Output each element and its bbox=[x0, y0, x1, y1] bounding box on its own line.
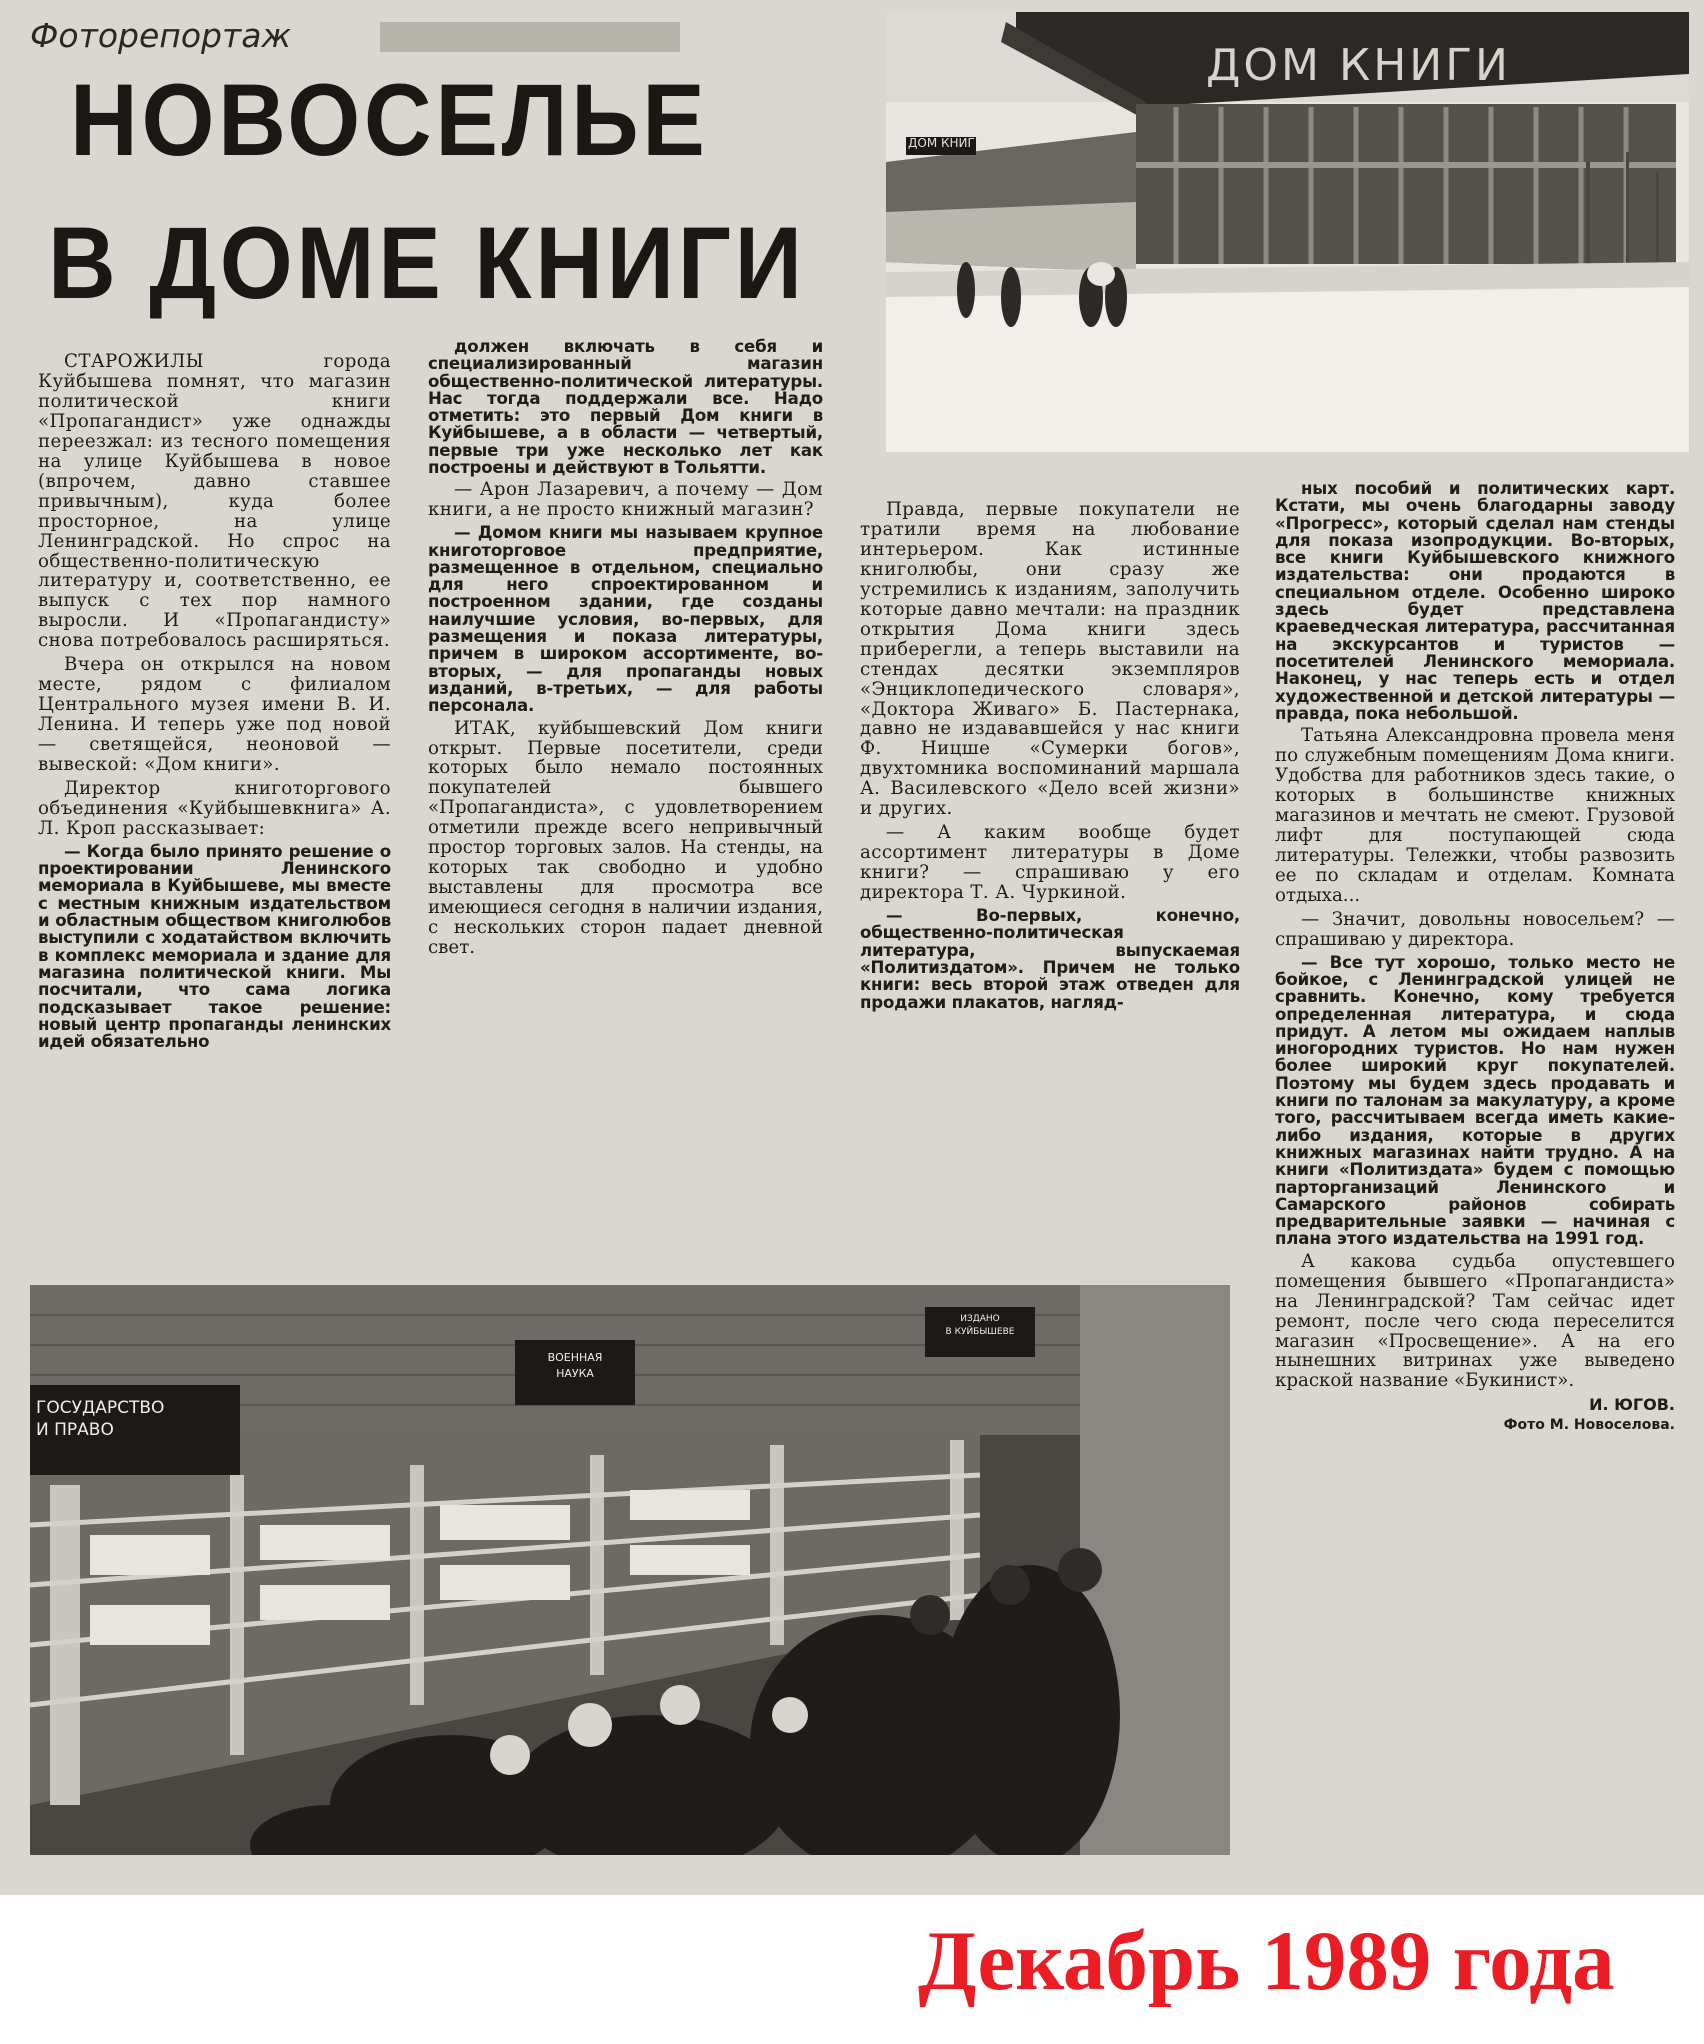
article-column-3 bbox=[860, 500, 1240, 1015]
paragraph: — Все тут хорошо, только место не бойкое, с Ленинградской улицей не сравнить. Конечно, кому требуется определенная литература, и сюда придут. А летом мы ожидаем наплыв иногородних туристов. Но нам нужен более широкий круг покупателей. Поэтому мы будем здесь продавать и книги по талонам за макулатуру, а кроме того, рассчитываем всегда иметь какие-либо издания, которые в других книжных магазинах найти трудно. А на книги «Политиздата» будем с помощью парторганизаций Ленинского и Самарского районов собирать предварительные заявки — начиная с плана этого издательства на 1991 год. bbox=[1275, 952, 1675, 1249]
building-photo bbox=[886, 12, 1689, 452]
date-caption: Декабрь 1989 года bbox=[918, 1914, 1615, 2008]
paragraph: — Значит, довольны новосельем? — спрашиваю у директора. bbox=[1275, 908, 1675, 950]
photo-credit: Фото М. Новоселова. bbox=[1503, 1417, 1675, 1434]
sign-line: ГОСУДАРСТВО bbox=[36, 1398, 165, 1418]
paragraph: — Домом книги мы называем крупное книготорговое предприятие, размещенное в отдельном, специально для него спроектированном и построенном здании, где созданы наилучшие условия, во-первых, для размещения и показа литературы, причем в широком ассортименте, во-вторых, — для пропаганды новых изданий, в-третьих, — для работы персонала. bbox=[428, 523, 823, 716]
sign-line: В КУЙБЫШЕВЕ bbox=[945, 1327, 1015, 1337]
building-side-sign: ДОМ КНИГИ bbox=[908, 136, 984, 150]
sign-line: НАУКА bbox=[556, 1367, 594, 1380]
building-sign: ДОМ КНИГИ bbox=[1206, 40, 1511, 91]
paragraph: СТАРОЖИЛЫ города Куйбышева помнят, что магазин политической книги «Пропагандист» уже однажды переезжал: из тесного помещения на улице Куйбышева в новое (впрочем, давно ставшее привычным), куда более просторное, на улице Ленинградской. Но спрос на общественно-политическую литературу и, соответственно, ее выпуск с тех пор намного выросли. И «Пропагандисту» снова потребовалось расширяться. bbox=[38, 351, 391, 652]
rubric-rule bbox=[380, 22, 680, 52]
interior-photo bbox=[30, 1285, 1230, 1855]
section-sign-published-in-kuibyshev bbox=[928, 1313, 1032, 1339]
author-signature: И. ЮГОВ. bbox=[1589, 1395, 1675, 1415]
sign-line: ИЗДАНО bbox=[960, 1314, 1000, 1324]
paragraph: должен включать в себя и специализированный магазин общественно-политической литературы. Нас тогда поддержали все. Надо отметить: это первый Дом книги в Куйбышеве, а в области — четвертый, первые три уже несколько лет как построены и действуют в Тольятти. bbox=[428, 337, 823, 478]
section-sign-military-science bbox=[520, 1350, 630, 1382]
paragraph: — А каким вообще будет ассортимент литературы в Доме книги? — спрашиваю у его директора Т. А. Чуркиной. bbox=[860, 822, 1240, 904]
section-sign-state-and-law bbox=[36, 1397, 236, 1441]
paragraph: А какова судьба опустевшего помещения бывшего «Пропагандиста» на Ленинградской? Там сейчас идет ремонт, после чего сюда переселится магазин «Просвещение». А на его нынешних витринах уже выведено краской название «Букинист». bbox=[1275, 1250, 1675, 1392]
rubric: Фоторепортаж bbox=[30, 16, 292, 55]
paragraph: — Арон Лазаревич, а почему — Дом книги, а не просто книжный магазин? bbox=[428, 479, 823, 521]
interior-photo-image bbox=[30, 1285, 1230, 1855]
article-column-1 bbox=[38, 352, 391, 1054]
paragraph: Правда, первые покупатели не тратили время на любование интерьером. Как истинные книголюбы, они сразу же устремились к изданиям, заполучить которые давно мечтали: на праздник открытия Дома книги здесь приберегли, а теперь выставили на стендах десятки экземпляров «Энциклопедического словаря», «Доктора Живаго» Б. Пастернака, давно не издававшейся у нас книги Ф. Ницше «Сумерки богов», двухтомника воспоминаний маршала А. Василевского «Дело всей жизни» и других. bbox=[860, 499, 1240, 820]
paragraph: Вчера он открылся на новом месте, рядом с филиалом Центрального музея имени В. И. Ленина. И теперь уже под новой — светящейся, неоновой — вывеской: «Дом книги». bbox=[38, 654, 391, 776]
headline-line-2: В ДОМЕ КНИГИ bbox=[48, 206, 806, 320]
headline-line-1: НОВОСЕЛЬЕ bbox=[70, 63, 709, 177]
paragraph: — Когда было принято решение о проектировании Ленинского мемориала в Куйбышеве, мы вместе с местным книжным издательством и областным обществом книголюбов выступили с ходатайством включить в комплекс мемориала и здание для магазина политической книги. Мы посчитали, что сама логика подсказывает такое решение: новый центр пропаганды ленинских идей обязательно bbox=[38, 841, 391, 1052]
paragraph: Татьяна Александровна провела меня по служебным помещениям Дома книги. Удобства для работников здесь такие, о которых в большинстве книжных магазинов и мечтать не смеют. Грузовой лифт для поступающей сюда литературы. Тележки, чтобы развозить ее по складам и отделам. Комната отдыха... bbox=[1275, 725, 1675, 906]
sign-line: И ПРАВО bbox=[36, 1420, 114, 1440]
paragraph: — Во-первых, конечно, общественно-политическая литература, выпускаемая «Политиздатом». Причем не только книги: весь второй этаж отведен для продажи плакатов, нагляд- bbox=[860, 906, 1240, 1012]
article-column-2 bbox=[428, 338, 823, 962]
paragraph: ИТАК, куйбышевский Дом книги открыт. Первые посетители, среди которых было немало постоянных покупателей бывшего «Пропагандиста», с удовлетворением отметили прежде всего непривычный простор торговых залов. На стенды, на которых так свободно и удобно выставлены для просмотра все имеющиеся сегодня в наличии издания, с нескольких сторон падает дневной свет. bbox=[428, 717, 823, 959]
sign-line: ВОЕННАЯ bbox=[547, 1351, 603, 1364]
paragraph: Директор книготоргового объединения «Куйбышевкнига» А. Л. Кроп рассказывает: bbox=[38, 778, 391, 839]
paragraph: ных пособий и политических карт. Кстати, мы очень благодарны заводу «Прогресс», который сделал нам стенды для показа изопродукции. Во-вторых, все книги Куйбышевского книжного издательства: они продаются в специальном отделе. Особенно широко здесь будет представлена краеведческая литература, рассчитанная на экскурсантов и туристов — посетителей Ленинского мемориала. Наконец, у нас теперь есть и отдел художественной и детской литературы — правда, пока небольшой. bbox=[1275, 479, 1675, 723]
article-column-4 bbox=[1275, 480, 1675, 1435]
